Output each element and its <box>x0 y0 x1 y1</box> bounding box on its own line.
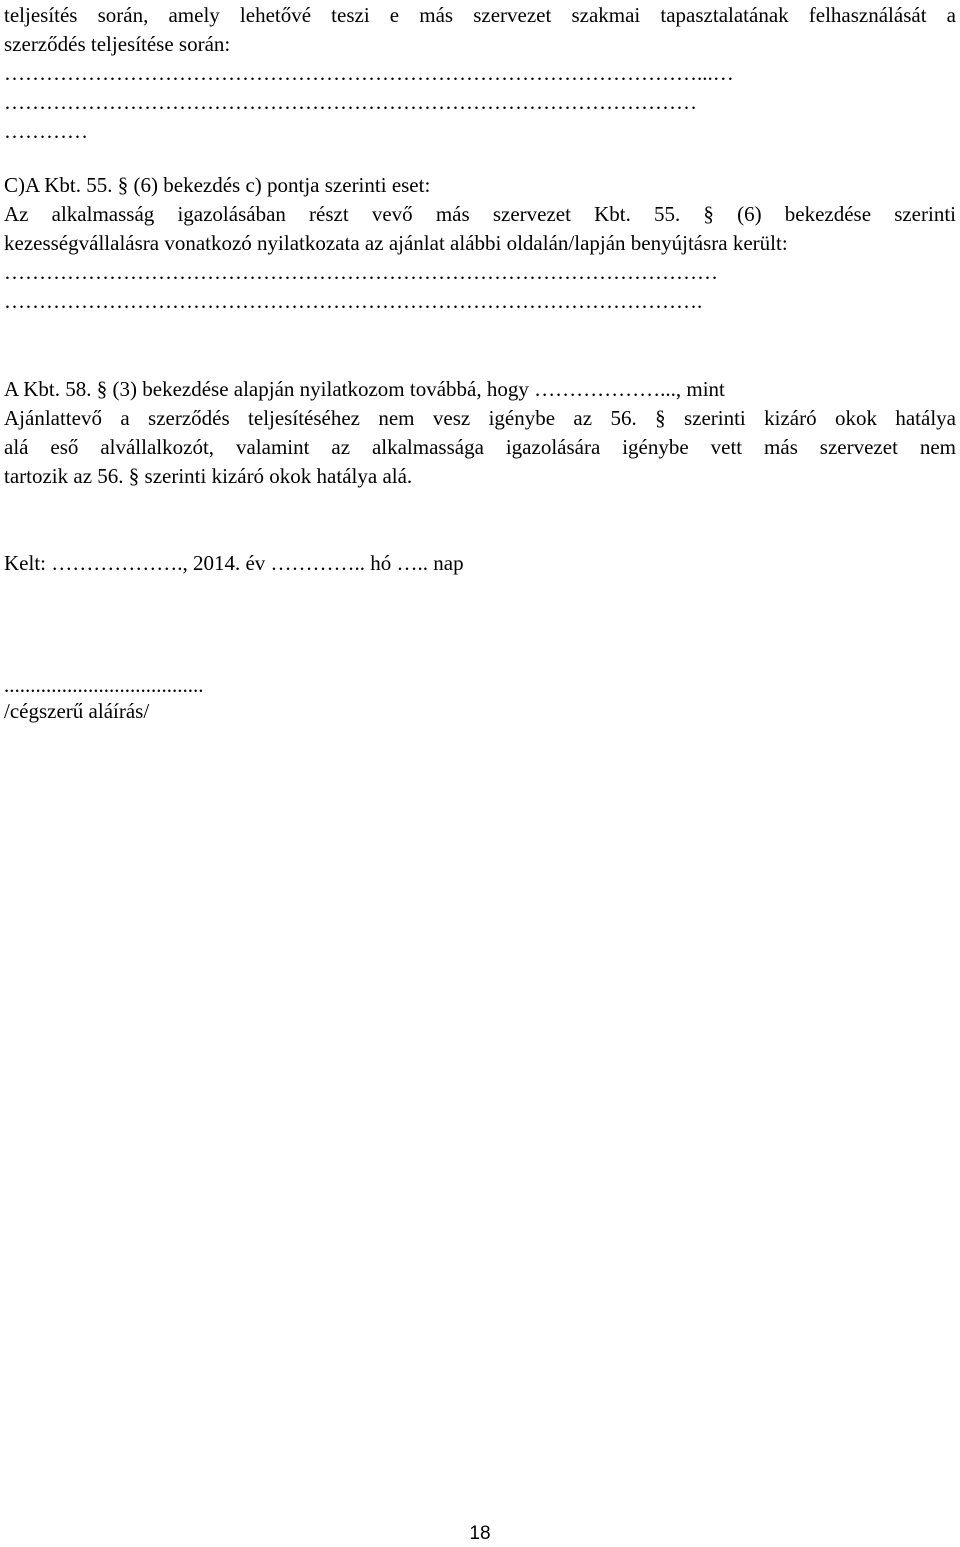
statement-text: alá eső alvállalkozót, valamint az alkalmassága igazolására igénybe vett más szervezet nem <box>4 435 956 459</box>
fill-in-dots: ………………………………………………………………………………………. <box>4 289 703 313</box>
signature-dots: ...................................... <box>4 673 204 697</box>
section-c-text: Az alkalmasság igazolásában részt vevő más szervezet Kbt. 55. § (6) bekezdése szerinti <box>4 202 956 226</box>
section-c-text: kezességvállalásra vonatkozó nyilatkozata az ajánlat alábbi oldalán/lapján benyújtásra került: <box>4 231 788 255</box>
intro-line: szerződés teljesítése során: <box>4 32 231 56</box>
fill-in-dots: ………………………………………………………………………………………… <box>4 260 718 284</box>
fill-in-dots: ……………………………………………………………………………………… <box>4 90 697 114</box>
statement-text: Ajánlattevő a szerződés teljesítéséhez nem vesz igénybe az 56. § szerinti kizáró okok hatálya <box>4 406 956 430</box>
statement-text: A Kbt. 58. § (3) bekezdése alapján nyilatkozom továbbá, hogy ………………..., mint <box>4 377 725 401</box>
date-line: Kelt: ………………., 2014. év ………….. hó ….. nap <box>4 551 464 575</box>
fill-in-dots: ………… <box>4 119 88 143</box>
intro-line: teljesítés során, amely lehetővé teszi e más szervezet szakmai tapasztalatának felhasználását a <box>4 3 956 27</box>
statement-text: tartozik az 56. § szerinti kizáró okok hatálya alá. <box>4 464 413 488</box>
page-number: 18 <box>469 1523 491 1544</box>
fill-in-dots: ………………………………………………………………………………………...… <box>4 61 734 85</box>
signature-label: /cégszerű aláírás/ <box>4 699 150 723</box>
section-c-title: C)A Kbt. 55. § (6) bekezdés c) pontja szerinti eset: <box>4 173 431 197</box>
